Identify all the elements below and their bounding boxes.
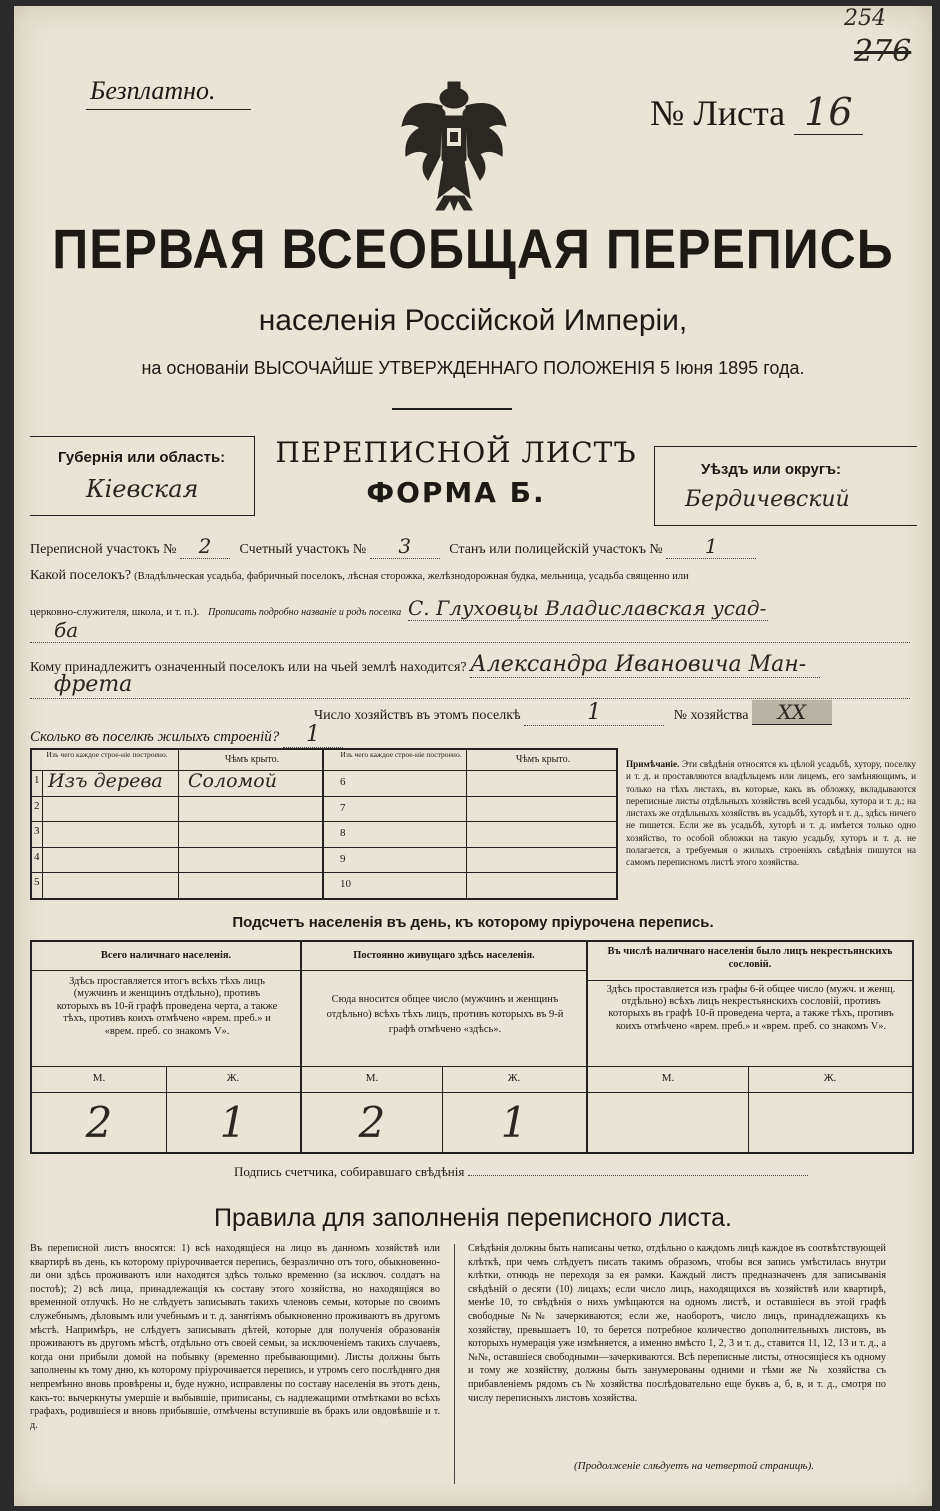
m-label-2: М.	[365, 1072, 379, 1084]
building-row	[324, 847, 616, 874]
f-label-3: Ж.	[823, 1072, 837, 1084]
col-present-desc: Здѣсь проставляется итогъ всѣхъ тѣхъ лицъ (мужчинъ и женщинъ отдѣльно), противъ которыхъ въ 10-й графѣ проведена черта, а также тѣхъ, противъ коихъ отмѣчено «врем. преб.» и «врем. преб. со знакомъ V».	[56, 976, 278, 1037]
row-number: 6	[340, 776, 346, 788]
census-section-label: Переписной участокъ №	[30, 542, 177, 557]
guberniya-value: Кiевская	[86, 475, 199, 503]
owner-row	[30, 652, 820, 678]
double-headed-eagle-emblem	[398, 76, 510, 216]
free-underline	[86, 109, 251, 110]
settlement-hint-2: церковно-служителя, школа, и т. п.).	[30, 606, 200, 618]
archive-number: 254	[844, 6, 886, 31]
col-present-header: Всего наличнаго населенія.	[100, 950, 232, 961]
page-title: ПЕРВАЯ ВСЕОБЩАЯ ПЕРЕПИСЬ	[52, 217, 894, 281]
buildings-note	[626, 758, 916, 869]
row-number: 7	[340, 801, 346, 814]
building-row	[324, 872, 616, 898]
building-row	[32, 872, 322, 898]
col-resident-header: Постоянно живущаго здѣсь населенія.	[353, 950, 535, 961]
rules-left-column: Въ переписной листъ вносятся: 1) всѣ находящіеся на лицо въ данномъ хозяйствѣ или квартирѣ въ день, къ которому пріурочивается перепись, безразлично отъ того, обыкновенно-ли они здѣсь проживаютъ или находятся здѣсь только временно (за исключ. солдатъ на постоѣ); 2) всѣ лица, принадлежащія къ составу этого хозяйства, но находящіяся во временной отлучкѣ. Но не слѣдуетъ записывать такихъ членовъ семьи, которые по своимъ служебнымъ, дѣловымъ или учебнымъ и т. д. занятіямъ обыкновенно проживаютъ въ другомъ мѣстѣ. Напримѣръ, не слѣдуетъ записывать дѣтей, которые для полученія образованія проживаютъ въ другомъ мѣстѣ, отдѣльно отъ своей семьи, за исключеніемъ такихъ случаевъ, когда они прибыли домой на побывку (временно пребывающими). Листы должны быть заполнены къ тому дню, къ которому пріурочивается перепись, и утромъ сего послѣдняго дня непремѣнно вновь провѣрены и, буде нужно, исправлены по составу населенія въ этотъ день, какъ-то: вычеркнуты умершіе и выбывшіе, приписаны, съ надлежащими отмѣтками во всѣхъ графахъ, родившіеся и вновь прибывшіе, отмѣчены вступившіе въ бракъ или овдовѣвшіе и т. д.	[30, 1243, 440, 1431]
header-divider	[392, 408, 512, 410]
count-section-label: Счетный участокъ №	[239, 542, 367, 557]
households-label: Число хозяйствъ въ этомъ поселкѣ	[314, 708, 521, 723]
census-section-row	[30, 534, 756, 559]
guberniya-label: Губернія или область:	[58, 449, 226, 466]
stan-value: 1	[666, 534, 756, 559]
resident-male-count: 2	[358, 1098, 386, 1147]
page-subtitle: населенія Россійской Имперіи,	[258, 304, 688, 337]
household-number-value: XX	[752, 700, 832, 725]
basis-line: на основаніи ВЫСОЧАЙШЕ УТВЕРЖДЕННАГО ПОЛОЖЕНІЯ 5 Іюня 1895 года.	[141, 358, 805, 378]
households-value: 1	[524, 700, 664, 726]
rules-continued: (Продолженіе слѣдуетъ на четвертой страницѣ).	[574, 1460, 814, 1472]
row-number: 3	[34, 825, 40, 838]
building-row	[324, 770, 616, 797]
building-material: Изъ дерева	[48, 770, 163, 792]
settlement-value-continued: ба	[54, 618, 79, 642]
owner-label: Кому принадлежитъ означенный поселокъ или на чьей землѣ находится?	[30, 660, 467, 675]
building-row	[32, 821, 322, 848]
resident-female-count: 1	[500, 1098, 528, 1147]
m-label-3: М.	[661, 1072, 675, 1084]
col-nonpeasant-header: Въ числѣ наличнаго населенія было лицъ некрестьянскихъ сословій.	[607, 946, 893, 970]
rules-right-column: Свѣдѣнія должны быть написаны четко, отдѣльно о каждомъ лицѣ каждое въ соотвѣтствующей клѣткѣ, при чемъ слѣдуетъ писать такимъ образомъ, чтобы вся запись умѣстилась внутри клѣтки, отнюдь не переходя за ея рамки. Каждый листъ предназначенъ для записыванія свѣдѣній о десяти (10) лицахъ; если число лицъ, находящихся въ хозяйствѣ или квартирѣ, менѣе 10, то свѣдѣнія о нихъ умѣщаются на одномъ листѣ, и оставшіеся въ этой графѣ свободные №№ зачеркиваются; если же, наоборотъ, число лицъ, принадлежащихъ къ хозяйству, превышаетъ 10, то берется потребное количество дополнительныхъ листовъ, въ которыхъ нумерація уже измѣняется, а именно вмѣсто 1, 2, 3 и т. д., ставится 11, 12, 13 и т. д., а №№, оставшіеся свободными—зачеркиваются. Всѣ переписные листы, относящіеся къ одному и тому же хозяйству, должны быть занумерованы одними и тѣми же № хозяйства съ прибавленіемъ рядомъ съ № хозяйства послѣдовательно еще буквъ а, б, в, и т. д., смотря по числу переписныхъ листовъ хозяйства.	[468, 1243, 886, 1404]
row-number: 5	[34, 876, 40, 889]
row-number: 2	[34, 799, 40, 812]
col-material-header: Изъ чего каждое строе-ніе построено.	[46, 750, 168, 759]
col-material-header-2: Изъ чего каждое строе-ніе построено.	[340, 750, 462, 759]
col-roof-header-2: Чѣмъ крыто.	[515, 754, 571, 765]
buildings-table	[30, 748, 618, 900]
buildings-value: 1	[283, 722, 343, 748]
guberniya-box	[30, 436, 255, 516]
building-row	[32, 796, 322, 823]
settlement-label: Какой поселокъ?	[30, 568, 132, 583]
row-number: 9	[340, 852, 346, 865]
settlement-hint: (Владѣльческая усадьба, фабричный поселокъ, лѣсная сторожка, желѣзнодорожная будка, мельница, усадьба священно или	[134, 571, 689, 582]
census-sheet	[14, 6, 932, 1506]
present-male-count: 2	[85, 1098, 113, 1147]
uezd-value: Бердичевский	[685, 487, 850, 512]
row-number: 4	[34, 850, 40, 863]
signature-label: Подпись счетчика, собиравшаго свѣдѣнія	[234, 1164, 465, 1179]
col-nonpeasant-desc: Здѣсь проставляется изъ графы 6-й общее число (мужч. и женщ. отдѣльно) всѣхъ лицъ некрестьянскихъ сословій, противъ которыхъ въ графѣ 10-й проведена черта, а также тѣхъ, противъ коихъ отмѣчено «врем. преб.» и «врем. преб. со знакомъ V».	[606, 984, 896, 1032]
f-label-1: Ж.	[226, 1072, 240, 1084]
households-row	[314, 700, 832, 726]
census-section-value: 2	[180, 534, 230, 559]
settlement-row	[30, 568, 910, 584]
signature-row	[234, 1164, 808, 1180]
archive-number-crossed: 276	[854, 34, 912, 69]
note-text: Эти свѣдѣнія относятся къ цѣлой усадьбѣ, хутору, поселку и т. д. и проставляются владѣльцемъ или лицемъ, его замѣняющимъ, и только на тѣхъ листахъ, въ которые, какъ въ обложку, вкладываются переписные листы отдѣльныхъ хозяйствъ всей усадьбы, хутора и т. д.; на листахъ же отдѣльныхъ хозяйствъ въ усадьбѣ, хуторѣ и т. д., здѣсь ничего не пишется. Если же въ усадьбѣ, хуторѣ и т. д. имѣется только одно хозяйство, то особой обложки на такую усадьбу, хуторъ и т. д. не полагается, а требуемыя о жилыхъ строеніяхъ свѣдѣнія пишутся на самомъ переписномъ листѣ этого хозяйства.	[626, 759, 916, 868]
row-number: 8	[340, 827, 346, 840]
present-female-count: 1	[219, 1098, 247, 1147]
household-number-label: № хозяйства	[673, 708, 749, 723]
form-title: ПЕРЕПИСНОЙ ЛИСТЪ	[275, 436, 637, 469]
row-number: 10	[340, 878, 351, 891]
population-title: Подсчетъ населенія въ день, къ которому пріурочена перепись.	[232, 914, 714, 931]
settlement-instruction: Прописать подробно названіе и родъ поселка	[208, 607, 402, 618]
rules-column-divider	[454, 1244, 455, 1484]
m-label-1: М.	[92, 1072, 106, 1084]
building-roof: Соломой	[188, 770, 277, 792]
free-label: Безплатно.	[90, 76, 216, 105]
building-row	[324, 821, 616, 848]
settlement-value: С. Глуховцы Владиславская усад-	[407, 596, 767, 620]
row-number: 1	[34, 774, 40, 786]
owner-value-continued: фрета	[54, 672, 133, 697]
form-name: ФОРМА Б.	[366, 476, 546, 509]
count-section-value: 3	[370, 534, 440, 559]
signature-line	[468, 1175, 808, 1176]
sheet-number	[650, 90, 863, 134]
buildings-row	[30, 722, 343, 748]
col-resident-desc: Сюда вносится общее число (мужчинъ и женщинъ отдѣльно) всѣхъ тѣхъ лицъ, противъ которыхъ въ 9-й графѣ отмѣчено «здѣсь».	[326, 994, 564, 1035]
buildings-label: Сколько въ поселкѣ жилыхъ строеній?	[30, 729, 280, 745]
note-heading: Примѣчаніе.	[626, 759, 680, 769]
sheet-number-label: № Листа	[650, 93, 786, 133]
settlement-line-3	[30, 642, 910, 643]
rules-title: Правила для заполненія переписного листа.	[214, 1204, 732, 1232]
building-row	[32, 847, 322, 874]
sheet-number-value: 16	[794, 90, 862, 135]
owner-line-2	[30, 698, 910, 699]
uezd-label: Уѣздъ или округъ:	[701, 461, 842, 478]
uezd-box	[654, 446, 917, 526]
col-roof-header: Чѣмъ крыто.	[224, 754, 280, 765]
stan-label: Станъ или полицейскій участокъ №	[449, 542, 663, 557]
settlement-row-2	[30, 596, 910, 621]
owner-value: Александра Ивановича Ман-	[470, 652, 820, 678]
building-row	[324, 796, 616, 823]
f-label-2: Ж.	[507, 1072, 521, 1084]
building-row	[32, 770, 322, 797]
population-table	[30, 940, 914, 1154]
